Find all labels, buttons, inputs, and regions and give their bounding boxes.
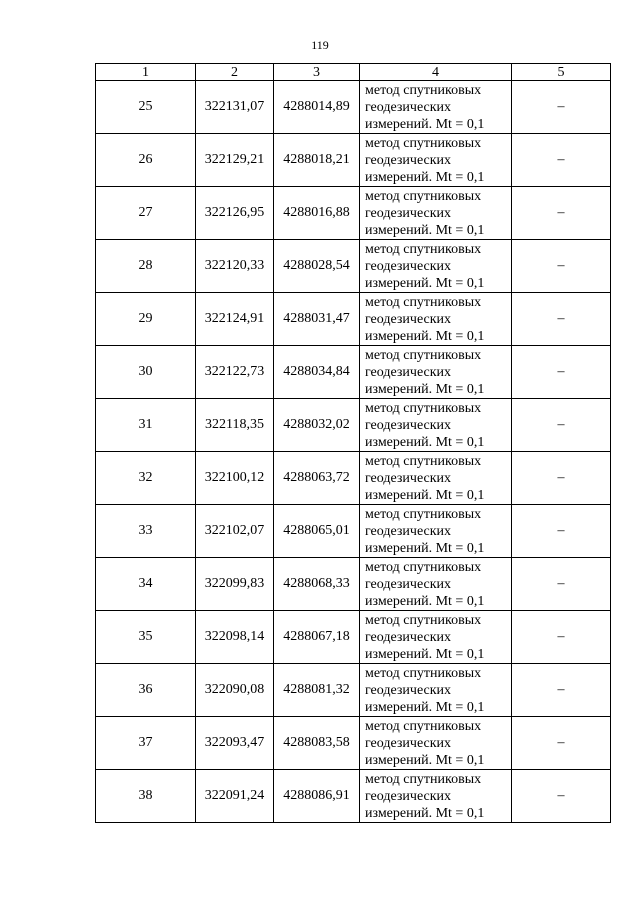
x-coordinate-cell: 322124,91	[196, 293, 274, 346]
table-row	[96, 770, 611, 823]
method-text-line: геодезических	[365, 470, 452, 486]
method-cell	[360, 81, 512, 134]
method-text-line: геодезических	[365, 523, 452, 539]
x-coordinate-cell: 322102,07	[196, 505, 274, 558]
page-number: 119	[311, 38, 329, 52]
method-text-line: измерений. Mt = 0,1	[365, 752, 485, 768]
point-number-cell: 38	[96, 770, 196, 823]
method-cell	[360, 346, 512, 399]
method-text-line: метод спутниковых	[365, 453, 482, 469]
method-text-line: геодезических	[365, 788, 452, 804]
method-text-line: геодезических	[365, 735, 452, 751]
y-coordinate-cell: 4288086,91	[274, 770, 360, 823]
point-number-cell: 32	[96, 452, 196, 505]
method-text-line: геодезических	[365, 152, 452, 168]
method-text-line: геодезических	[365, 364, 452, 380]
method-text-line: метод спутниковых	[365, 188, 482, 204]
method-cell	[360, 611, 512, 664]
point-number-cell: 27	[96, 187, 196, 240]
method-text-line: измерений. Mt = 0,1	[365, 593, 485, 609]
method-text-line: измерений. Mt = 0,1	[365, 222, 485, 238]
column-5-cell: –	[512, 134, 611, 187]
column-5-cell: –	[512, 558, 611, 611]
method-text-line: геодезических	[365, 417, 452, 433]
x-coordinate-cell: 322126,95	[196, 187, 274, 240]
method-cell	[360, 187, 512, 240]
point-number-cell: 33	[96, 505, 196, 558]
table-header-row	[96, 64, 611, 81]
method-cell	[360, 452, 512, 505]
method-text-line: измерений. Mt = 0,1	[365, 487, 485, 503]
point-number-cell: 25	[96, 81, 196, 134]
table-row	[96, 187, 611, 240]
x-coordinate-cell: 322091,24	[196, 770, 274, 823]
point-number-cell: 28	[96, 240, 196, 293]
column-5-cell: –	[512, 399, 611, 452]
method-cell	[360, 717, 512, 770]
column-5-cell: –	[512, 346, 611, 399]
x-coordinate-cell: 322098,14	[196, 611, 274, 664]
method-cell	[360, 664, 512, 717]
table-row	[96, 81, 611, 134]
method-text-line: геодезических	[365, 629, 452, 645]
column-5-cell: –	[512, 187, 611, 240]
method-text-line: метод спутниковых	[365, 241, 482, 257]
method-text-line: метод спутниковых	[365, 718, 482, 734]
method-text-line: метод спутниковых	[365, 612, 482, 628]
y-coordinate-cell: 4288018,21	[274, 134, 360, 187]
table-row	[96, 134, 611, 187]
column-5-cell: –	[512, 717, 611, 770]
point-number-cell: 37	[96, 717, 196, 770]
y-coordinate-cell: 4288031,47	[274, 293, 360, 346]
x-coordinate-cell: 322122,73	[196, 346, 274, 399]
method-text-line: геодезических	[365, 311, 452, 327]
table-row	[96, 717, 611, 770]
x-coordinate-cell: 322090,08	[196, 664, 274, 717]
table-row	[96, 611, 611, 664]
method-text-line: измерений. Mt = 0,1	[365, 275, 485, 291]
y-coordinate-cell: 4288081,32	[274, 664, 360, 717]
y-coordinate-cell: 4288034,84	[274, 346, 360, 399]
point-number-cell: 36	[96, 664, 196, 717]
table-row	[96, 558, 611, 611]
y-coordinate-cell: 4288067,18	[274, 611, 360, 664]
y-coordinate-cell: 4288032,02	[274, 399, 360, 452]
method-text-line: метод спутниковых	[365, 347, 482, 363]
point-number-cell: 31	[96, 399, 196, 452]
table-body	[96, 81, 611, 823]
column-5-cell: –	[512, 770, 611, 823]
table-row	[96, 664, 611, 717]
y-coordinate-cell: 4288016,88	[274, 187, 360, 240]
header-col-4: 4	[360, 64, 512, 81]
method-text-line: метод спутниковых	[365, 400, 482, 416]
table-row	[96, 346, 611, 399]
x-coordinate-cell: 322131,07	[196, 81, 274, 134]
method-text-line: измерений. Mt = 0,1	[365, 540, 485, 556]
y-coordinate-cell: 4288083,58	[274, 717, 360, 770]
method-text-line: измерений. Mt = 0,1	[365, 169, 485, 185]
method-text-line: метод спутниковых	[365, 771, 482, 787]
method-text-line: измерений. Mt = 0,1	[365, 381, 485, 397]
column-5-cell: –	[512, 240, 611, 293]
column-5-cell: –	[512, 81, 611, 134]
point-number-cell: 35	[96, 611, 196, 664]
y-coordinate-cell: 4288065,01	[274, 505, 360, 558]
column-5-cell: –	[512, 664, 611, 717]
column-5-cell: –	[512, 452, 611, 505]
y-coordinate-cell: 4288014,89	[274, 81, 360, 134]
x-coordinate-cell: 322099,83	[196, 558, 274, 611]
table-row	[96, 452, 611, 505]
point-number-cell: 29	[96, 293, 196, 346]
column-5-cell: –	[512, 611, 611, 664]
table-row	[96, 240, 611, 293]
method-text-line: геодезических	[365, 99, 452, 115]
x-coordinate-cell: 322118,35	[196, 399, 274, 452]
method-text-line: метод спутниковых	[365, 506, 482, 522]
column-5-cell: –	[512, 505, 611, 558]
method-text-line: метод спутниковых	[365, 82, 482, 98]
point-number-cell: 34	[96, 558, 196, 611]
x-coordinate-cell: 322120,33	[196, 240, 274, 293]
x-coordinate-cell: 322093,47	[196, 717, 274, 770]
method-cell	[360, 505, 512, 558]
method-text-line: геодезических	[365, 576, 452, 592]
coordinates-table	[95, 63, 611, 823]
header-col-5: 5	[512, 64, 611, 81]
table-row	[96, 293, 611, 346]
method-text-line: метод спутниковых	[365, 665, 482, 681]
method-text-line: метод спутниковых	[365, 294, 482, 310]
method-text-line: геодезических	[365, 258, 452, 274]
method-cell	[360, 399, 512, 452]
header-col-3: 3	[274, 64, 360, 81]
method-text-line: измерений. Mt = 0,1	[365, 116, 485, 132]
method-text-line: измерений. Mt = 0,1	[365, 699, 485, 715]
method-cell	[360, 770, 512, 823]
method-text-line: геодезических	[365, 682, 452, 698]
method-text-line: измерений. Mt = 0,1	[365, 646, 485, 662]
method-text-line: метод спутниковых	[365, 135, 482, 151]
header-col-1: 1	[96, 64, 196, 81]
method-cell	[360, 558, 512, 611]
method-cell	[360, 134, 512, 187]
y-coordinate-cell: 4288028,54	[274, 240, 360, 293]
method-cell	[360, 293, 512, 346]
method-cell	[360, 240, 512, 293]
y-coordinate-cell: 4288063,72	[274, 452, 360, 505]
table-row	[96, 399, 611, 452]
method-text-line: измерений. Mt = 0,1	[365, 434, 485, 450]
method-text-line: метод спутниковых	[365, 559, 482, 575]
method-text-line: геодезических	[365, 205, 452, 221]
x-coordinate-cell: 322100,12	[196, 452, 274, 505]
method-text-line: измерений. Mt = 0,1	[365, 328, 485, 344]
point-number-cell: 26	[96, 134, 196, 187]
x-coordinate-cell: 322129,21	[196, 134, 274, 187]
y-coordinate-cell: 4288068,33	[274, 558, 360, 611]
header-col-2: 2	[196, 64, 274, 81]
column-5-cell: –	[512, 293, 611, 346]
point-number-cell: 30	[96, 346, 196, 399]
method-text-line: измерений. Mt = 0,1	[365, 805, 485, 821]
table-row	[96, 505, 611, 558]
